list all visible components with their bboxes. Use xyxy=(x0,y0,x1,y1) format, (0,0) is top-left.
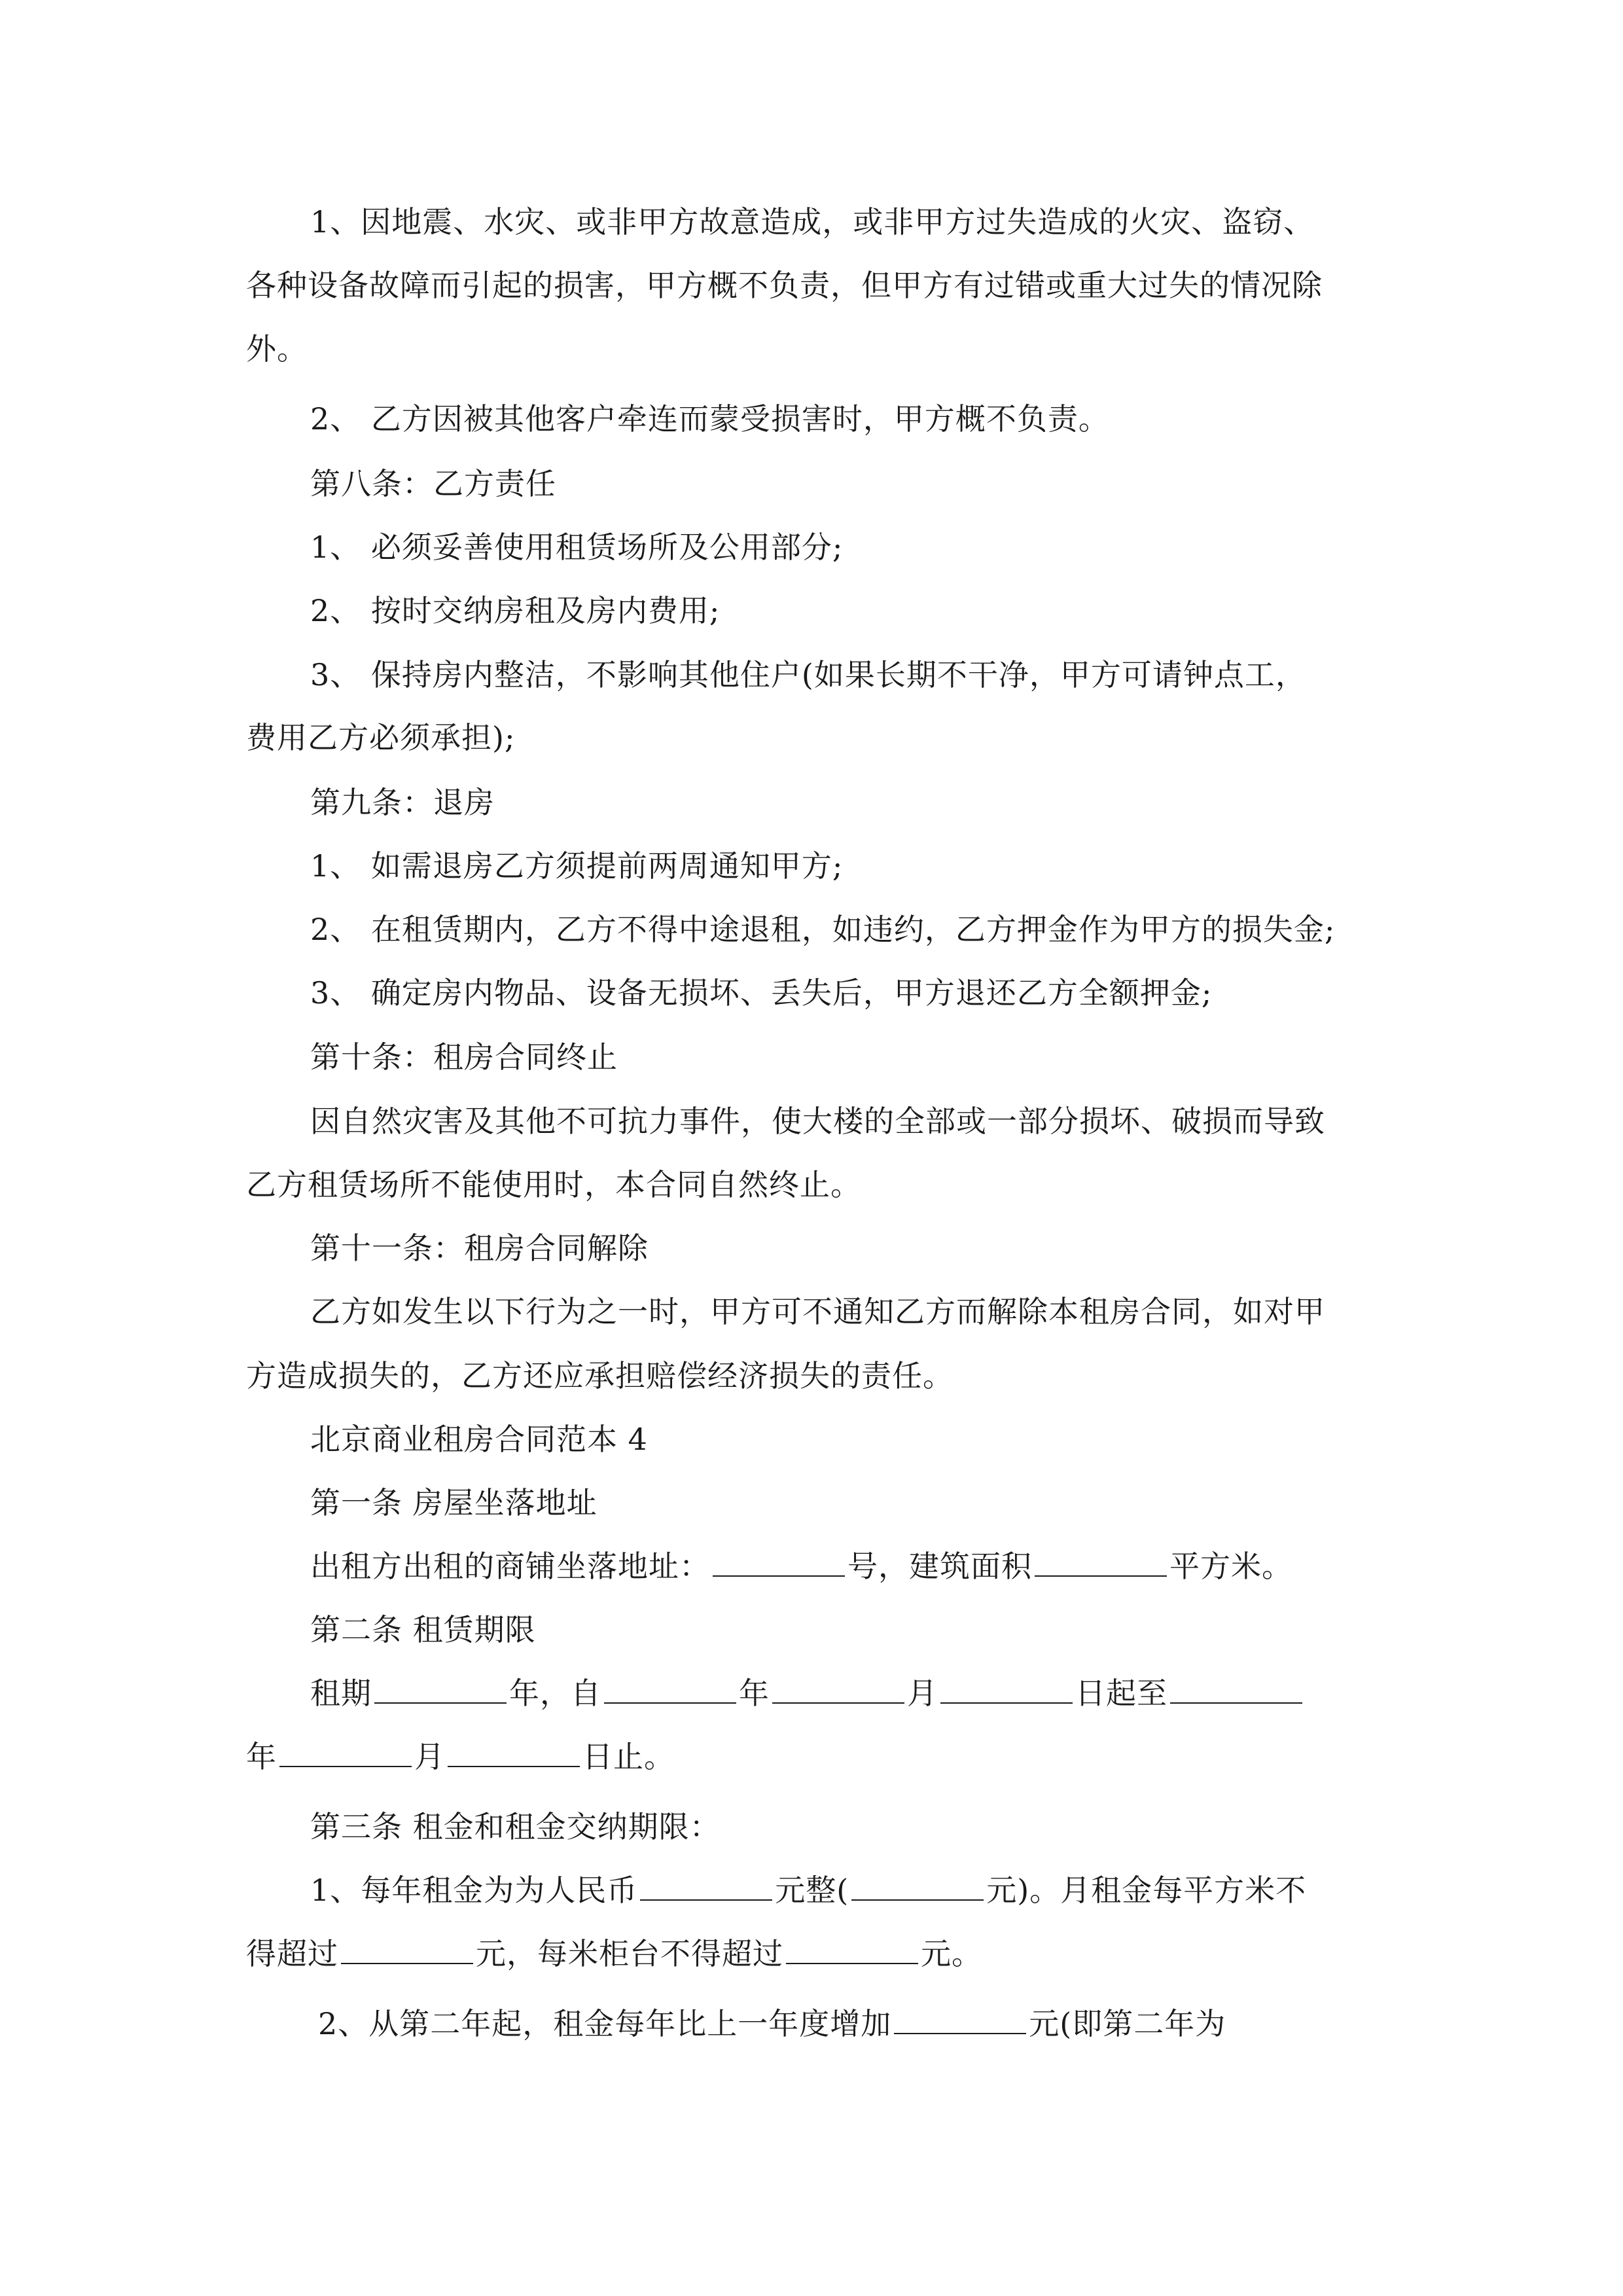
fill-in-blank[interactable] xyxy=(448,1740,580,1767)
fill-in-blank[interactable] xyxy=(1170,1676,1302,1704)
text-line: 3、 确定房内物品、设备无损坏、丢失后，甲方退还乙方全额押金; xyxy=(310,975,1213,1011)
term-text: 月 xyxy=(907,1676,938,1711)
fill-in-blank[interactable] xyxy=(713,1549,845,1577)
fill-in-blank[interactable] xyxy=(604,1676,736,1704)
fill-in-blank[interactable] xyxy=(772,1676,904,1704)
fill-in-blank[interactable] xyxy=(940,1676,1073,1704)
rent-text: 得超过 xyxy=(246,1936,338,1971)
area-unit: 平方米。 xyxy=(1169,1549,1293,1584)
term-text: 年 xyxy=(739,1676,770,1711)
fill-in-blank[interactable] xyxy=(640,1873,772,1901)
text-line: 2、 按时交纳房租及房内费用; xyxy=(310,593,721,628)
rent-text: 元。 xyxy=(921,1936,982,1971)
text-line: 1、因地震、水灾、或非甲方故意造成，或非甲方过失造成的火灾、盗窃、 xyxy=(310,204,1315,240)
rent-text: 元，每米柜台不得超过 xyxy=(476,1936,783,1971)
text-line: 3、 保持房内整洁，不影响其他住户(如果长期不干净，甲方可请钟点工， xyxy=(310,657,1306,692)
section-heading: 第八条：乙方责任 xyxy=(310,466,556,501)
section-heading: 第十条：租房合同终止 xyxy=(310,1039,618,1075)
section-heading: 第十一条：租房合同解除 xyxy=(310,1230,649,1266)
text-line: 2、 乙方因被其他客户牵连而蒙受损害时，甲方概不负责。 xyxy=(310,401,1109,437)
term-label: 租期 xyxy=(310,1676,372,1711)
term-text: 日起至 xyxy=(1075,1676,1168,1711)
term-text: 月 xyxy=(414,1739,445,1774)
section-heading: 第九条：退房 xyxy=(310,785,495,820)
term-text: 年，自 xyxy=(509,1676,601,1711)
rent-text: 2、从第二年起，租金每年比上一年度增加 xyxy=(318,2006,892,2041)
fill-in-blank[interactable] xyxy=(374,1676,507,1704)
section-heading: 第三条 租金和租金交纳期限： xyxy=(310,1809,721,1844)
text-line: 乙方如发生以下行为之一时，甲方可不通知乙方而解除本租房合同，如对甲 xyxy=(310,1294,1325,1329)
rent-text: 元整( xyxy=(775,1873,849,1908)
rent-text: 1、每年租金为为人民币 xyxy=(310,1873,638,1908)
section-heading: 第二条 租赁期限 xyxy=(310,1612,536,1647)
term-text: 日止。 xyxy=(582,1739,675,1774)
rent-line xyxy=(310,1871,1306,1910)
rent-line xyxy=(318,2004,1226,2043)
address-label: 出租方出租的商铺坐落地址： xyxy=(310,1549,710,1584)
text-line: 2、 在租赁期内，乙方不得中途退租，如违约，乙方押金作为甲方的损失金; xyxy=(310,912,1336,947)
text-line: 外。 xyxy=(246,331,308,367)
rent-text: 元(即第二年为 xyxy=(1029,2006,1226,2041)
rent-line xyxy=(246,1934,982,1973)
term-text: 年 xyxy=(246,1739,277,1774)
text-line: 方造成损失的，乙方还应承担赔偿经济损失的责任。 xyxy=(246,1358,954,1393)
text-line: 费用乙方必须承担); xyxy=(246,720,516,755)
rent-text: 元)。月租金每平方米不 xyxy=(986,1873,1307,1908)
text-line: 乙方租赁场所不能使用时，本合同自然终止。 xyxy=(246,1167,861,1202)
fill-in-blank[interactable] xyxy=(786,1937,918,1964)
fill-in-blank[interactable] xyxy=(279,1740,412,1767)
address-number-suffix: 号，建筑面积 xyxy=(847,1549,1032,1584)
term-line xyxy=(246,1737,675,1776)
document-title: 北京商业租房合同范本 4 xyxy=(310,1422,648,1457)
fill-in-blank[interactable] xyxy=(341,1937,473,1964)
text-line: 1、 必须妥善使用租赁场所及公用部分; xyxy=(310,529,844,565)
term-line xyxy=(310,1674,1305,1713)
text-line: 各种设备故障而引起的损害，甲方概不负责，但甲方有过错或重大过失的情况除 xyxy=(246,268,1323,303)
address-line xyxy=(310,1547,1293,1586)
fill-in-blank[interactable] xyxy=(851,1873,984,1901)
text-line: 1、 如需退房乙方须提前两周通知甲方; xyxy=(310,848,844,884)
fill-in-blank[interactable] xyxy=(1035,1549,1167,1577)
section-heading: 第一条 房屋坐落地址 xyxy=(310,1485,597,1520)
fill-in-blank[interactable] xyxy=(894,2007,1026,2034)
text-line: 因自然灾害及其他不可抗力事件，使大楼的全部或一部分损坏、破损而导致 xyxy=(310,1103,1325,1139)
